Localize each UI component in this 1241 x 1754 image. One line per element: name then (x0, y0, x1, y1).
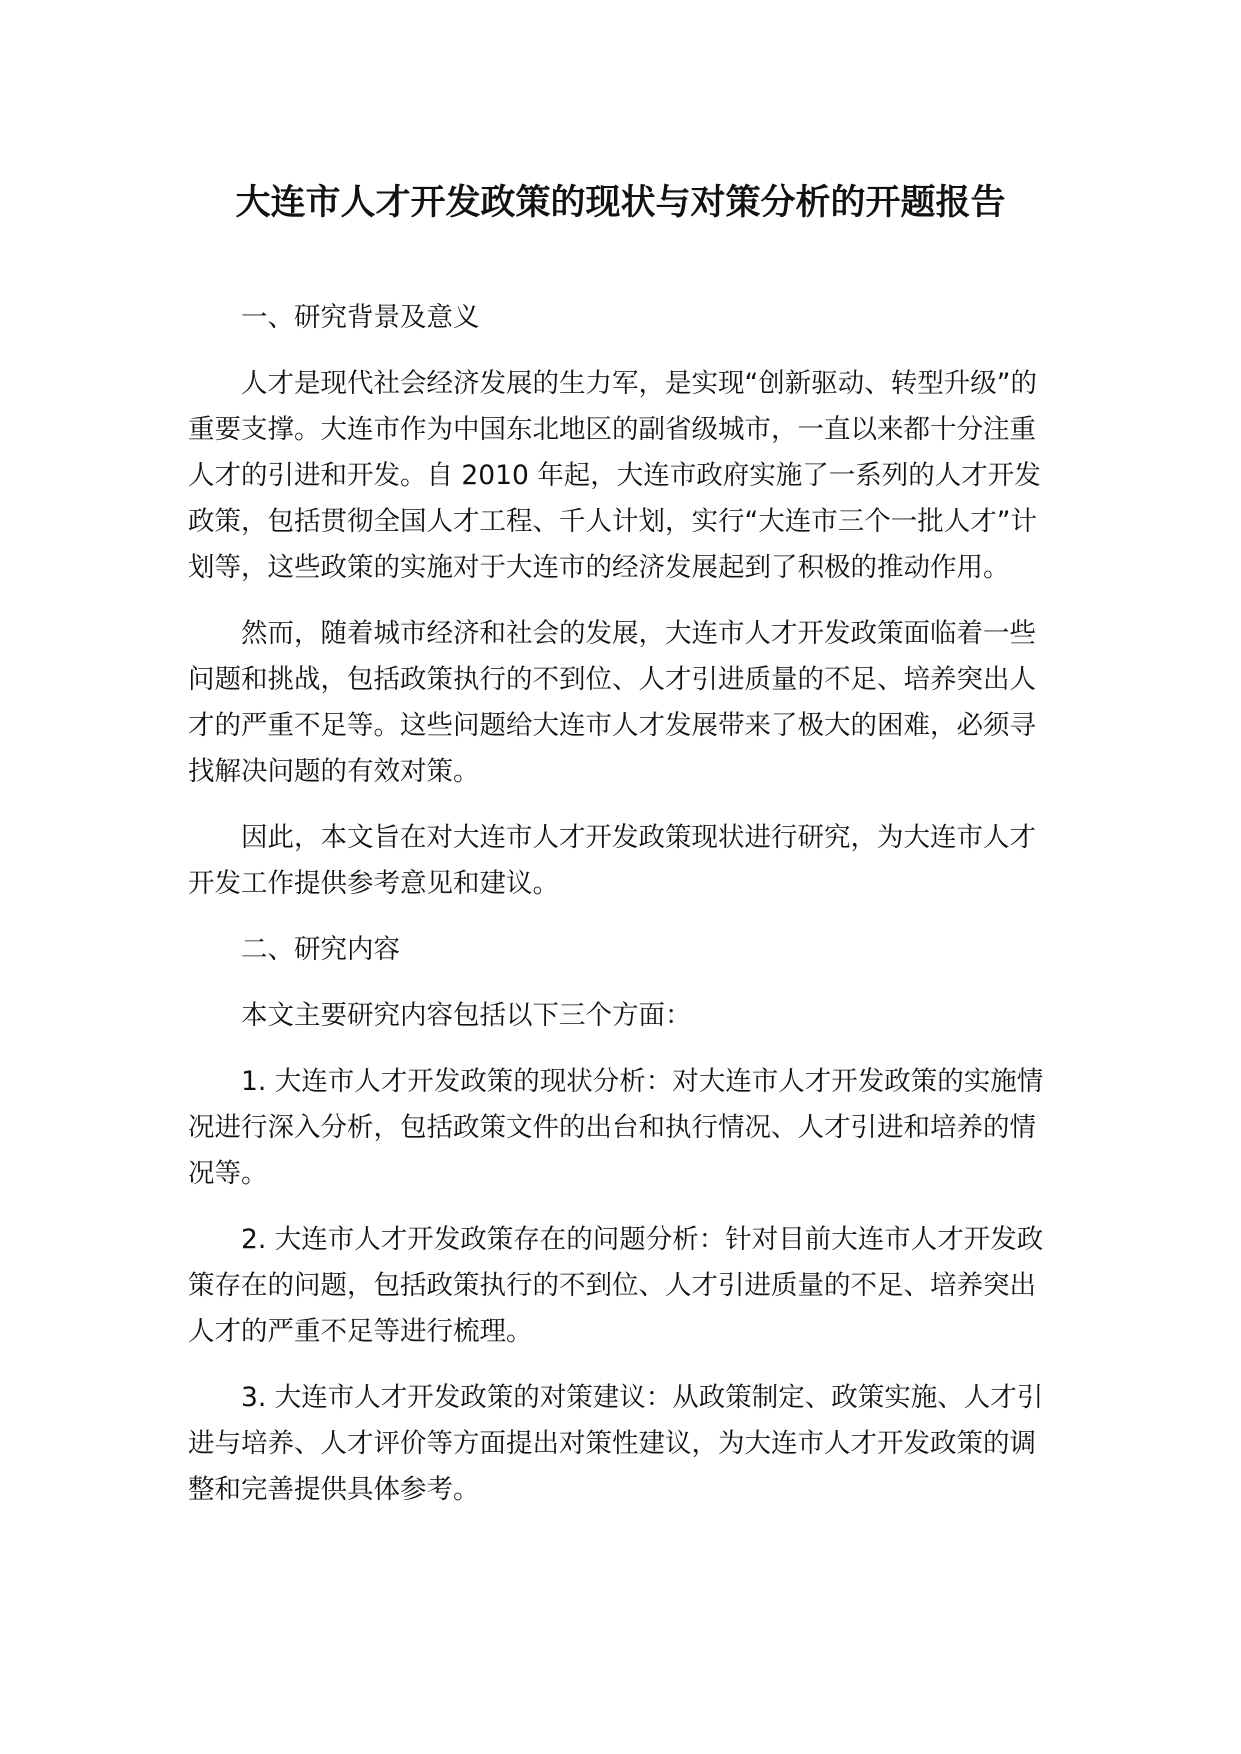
list-item-2: 2. 大连市人才开发政策存在的问题分析：针对目前大连市人才开发政策存在的问题，包括政策执行的不到位、人才引进质量的不足、培养突出人才的严重不足等进行梳理。 (188, 1224, 1044, 1347)
section-heading-background: 一、研究背景及意义 (241, 302, 480, 333)
paragraph-background-2: 然而，随着城市经济和社会的发展，大连市人才开发政策面临着一些问题和挑战，包括政策执行的不到位、人才引进质量的不足、培养突出人才的严重不足等。这些问题给大连市人才发展带来了极大的困难，必须寻找解决问题的有效对策。 (188, 618, 1036, 787)
document-body (188, 295, 1050, 1533)
list-item-3: 3. 大连市人才开发政策的对策建议：从政策制定、政策实施、人才引进与培养、人才评价等方面提出对策性建议，为大连市人才开发政策的调整和完善提供具体参考。 (188, 1382, 1044, 1505)
section-heading-content: 二、研究内容 (241, 934, 400, 965)
paragraph-background-1: 人才是现代社会经济发展的生力军，是实现“创新驱动、转型升级”的重要支撑。大连市作为中国东北地区的副省级城市，一直以来都十分注重人才的引进和开发。自 2010 年起，大连市政府实施了一系列的人才开发政策，包括贯彻全国人才工程、千人计划，实行“大连市三个一批人才”计划等，这些政策的实施对于大连市的经济发展起到了积极的推动作用。 (188, 368, 1041, 583)
paragraph-content-intro: 本文主要研究内容包括以下三个方面： (241, 1000, 692, 1031)
document-title: 大连市人才开发政策的现状与对策分析的开题报告 (235, 183, 1006, 223)
list-item-1: 1. 大连市人才开发政策的现状分析：对大连市人才开发政策的实施情况进行深入分析，包括政策文件的出台和执行情况、人才引进和培养的情况等。 (188, 1066, 1044, 1189)
paragraph-background-3: 因此，本文旨在对大连市人才开发政策现状进行研究，为大连市人才开发工作提供参考意见和建议。 (188, 822, 1036, 899)
